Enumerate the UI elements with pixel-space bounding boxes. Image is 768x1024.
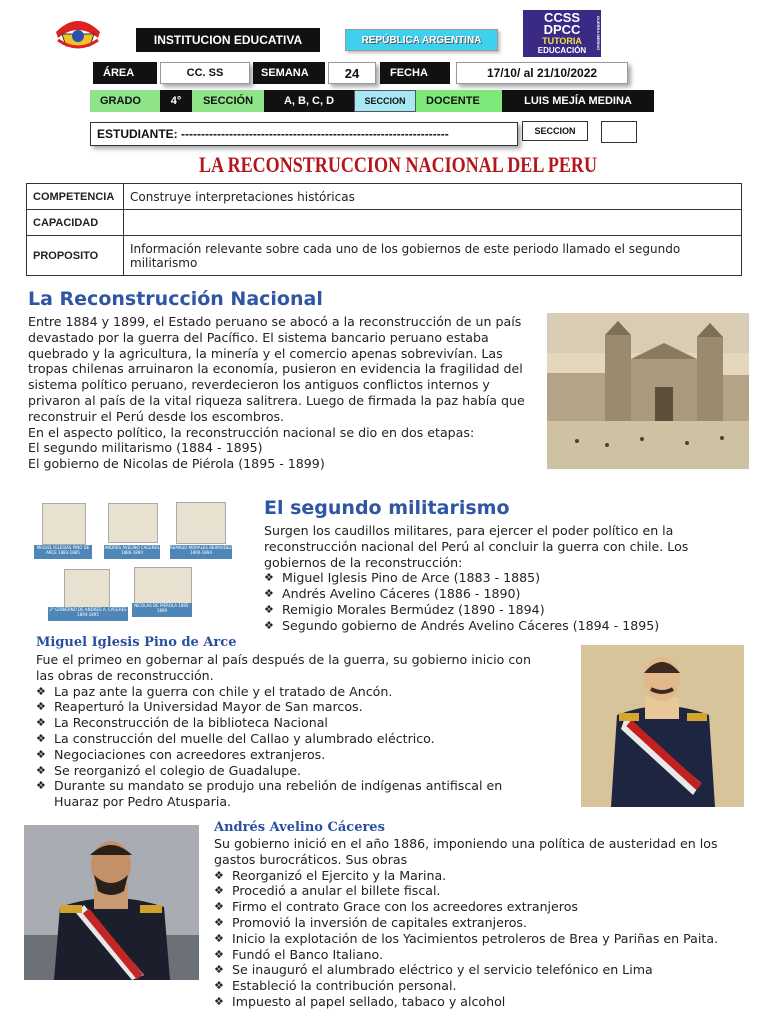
seccion-value — [264, 90, 354, 112]
country-text: REPÚBLICA ARGENTINA — [361, 34, 482, 46]
capacidad-label: CAPACIDAD — [27, 210, 124, 236]
portrait-caceres2-small — [64, 569, 110, 609]
capacidad-value — [124, 210, 742, 236]
section-caceres-title — [214, 820, 385, 835]
iglesias-portrait-image — [581, 645, 744, 807]
semana-value-text: 24 — [344, 65, 360, 81]
fecha-label — [380, 62, 450, 84]
section-reconstruccion-title-text: La Reconstrucción Nacional — [28, 288, 323, 310]
iglesias-intro: Fue el primeo en gobernar al país después de la guerra, su gobierno inicio con las obras de reconstrucción. — [36, 652, 531, 683]
grado-value — [160, 90, 192, 112]
iglesias-list — [36, 684, 548, 810]
grado-value-text: 4° — [170, 95, 182, 107]
seccion-label-text: SECCIÓN — [202, 95, 254, 107]
portrait-iglesias-small — [42, 503, 86, 545]
logo-tutoria: TUTORIA — [542, 36, 582, 46]
list-item: ❖ Fundó el Banco Italiano. — [214, 947, 734, 963]
cathedral-engraving-image — [547, 313, 749, 469]
docente-value-text: LUIS MEJÍA MEDINA — [524, 95, 632, 107]
proposito-label: PROPOSITO — [27, 236, 124, 276]
caption-caceres2: 2° GOBIERNO DE ANDRÉS A. CÁCERES 1894-1895 — [48, 607, 128, 621]
docente-label-text: DOCENTE — [426, 95, 480, 107]
list-item: ❖ Remigio Morales Bermúdez (1890 - 1894) — [264, 602, 734, 618]
estudiante-field[interactable] — [90, 122, 518, 146]
fecha-value — [456, 62, 628, 84]
portrait-caceres-small — [108, 503, 158, 543]
list-item: ❖ Andrés Avelino Cáceres (1886 - 1890) — [264, 586, 734, 602]
list-item: ❖ La paz ante la guerra con chile y el tratado de Ancón. — [36, 684, 548, 700]
caption-iglesias: MIGUEL IGLESIAS PINO DE ARCE 1883-1885 — [34, 545, 92, 559]
fecha-value-text: 17/10/ al 21/10/2022 — [486, 66, 598, 80]
list-item: ❖ La Reconstrucción de la biblioteca Nacional — [36, 715, 548, 731]
seccion-label — [192, 90, 264, 112]
area-value-text: CC. SS — [186, 67, 224, 79]
institution-label — [136, 28, 320, 52]
section-iglesias-body — [36, 652, 548, 810]
table-row — [27, 210, 742, 236]
section-reconstruccion-title — [28, 288, 323, 310]
militarismo-list — [264, 570, 734, 633]
caceres-intro: Su gobierno inició en el año 1886, imponiendo una política de austeridad en los gastos burocráticos. Sus obras — [214, 836, 718, 867]
reconstruccion-paragraph: Entre 1884 y 1899, el Estado peruano se abocó a la reconstrucción de un país devastado por la guerra del Pacífico. El sistema bancario peruano estaba quebrado y la agricultura, la minería y el comercio apenas sobrevivían. Las tropas chilenas arruinaron la economía, pusieron en evidencia la fragilidad del sistema político peruano, reverdecieron los antiguos conflictos internos y privaron al país de la vital riqueza salitrera. Luego de firmada la paz había que reconstruir el Perú desde los escombros. — [28, 314, 525, 424]
section-militarismo-body — [264, 523, 734, 634]
caption-pierola: NICOLÁS DE PIÉROLA 1895-1899 — [132, 603, 192, 617]
section-militarismo-title-text: El segundo militarismo — [264, 497, 510, 519]
list-item: ❖ Se inauguró el alumbrado eléctrico y el servicio telefónico en Lima — [214, 962, 734, 978]
section-reconstruccion-body — [28, 314, 538, 472]
seccion-box — [354, 90, 416, 112]
section-caceres-title-text: Andrés Avelino Cáceres — [214, 820, 385, 835]
list-item: ❖ Inicio la explotación de los Yacimientos petroleros de Brea y Pariñas en Paita. — [214, 931, 734, 947]
list-item: ❖ Miguel Iglesis Pino de Arce (1883 - 1885) — [264, 570, 734, 586]
list-item: ❖ Estableció la contribución personal. — [214, 978, 734, 994]
fecha-label-text: FECHA — [390, 67, 428, 79]
logo-dpcc: DPCC — [543, 22, 581, 37]
militarismo-intro: Surgen los caudillos militares, para ejercer el poder político en la reconstrucción nacional del Perú al concluir la guerra con chile. Los gobiernos de la reconstrucción: — [264, 523, 689, 570]
section-iglesias-title-text: Miguel Iglesis Pino de Arce — [36, 635, 237, 650]
institution-text: INSTITUCION EDUCATIVA — [153, 33, 303, 47]
seccion-small-label — [522, 121, 588, 141]
list-item: ❖ Negociaciones con acreedores extranjeros. — [36, 747, 548, 763]
area-label-text: ÁREA — [103, 67, 135, 79]
list-item: ❖ Reaperturó la Universidad Mayor de San marcos. — [36, 699, 548, 715]
reconstruccion-stages-intro: En el aspecto político, la reconstrucción nacional se dio en dos etapas: — [28, 424, 475, 440]
caceres-list — [214, 868, 734, 1010]
list-item: ❖ Impuesto al papel sellado, tabaco y alcohol — [214, 994, 734, 1010]
section-iglesias-title — [36, 635, 236, 650]
semana-value — [328, 62, 376, 84]
docente-label — [416, 90, 502, 112]
stage-segundo-militarismo: El segundo militarismo (1884 - 1895) — [28, 440, 263, 456]
info-table — [26, 183, 742, 276]
proposito-value: Información relevante sobre cada uno de los gobiernos de este periodo llamado el segundo militarismo — [124, 236, 742, 276]
list-item: ❖ La construcción del muelle del Callao y alumbrado eléctrico. — [36, 731, 548, 747]
portrait-morales-small — [176, 502, 226, 544]
page-title-text: LA RECONSTRUCCION NACIONAL DEL PERU — [199, 152, 597, 177]
seccion-box-text: SECCION — [364, 96, 406, 106]
semana-label-text: SEMANA — [261, 67, 309, 79]
estudiante-text: ESTUDIANTE: ------------------------------------------------------------------- — [97, 127, 449, 141]
stage-pierola: El gobierno de Nicolas de Piérola (1895 - 1899) — [28, 456, 325, 472]
grado-label-text: GRADO — [100, 95, 141, 107]
area-label — [93, 62, 157, 84]
list-item: ❖ Se reorganizó el colegio de Guadalupe. — [36, 763, 548, 779]
competencia-value: Construye interpretaciones históricas — [124, 184, 742, 210]
seccion-small-label-text: SECCION — [534, 126, 576, 136]
ccss-logo — [523, 10, 601, 57]
table-row — [27, 184, 742, 210]
section-militarismo-title — [264, 497, 510, 519]
table-row — [27, 236, 742, 276]
list-item: ❖ Firmo el contrato Grace con los acreedores extranjeros — [214, 899, 734, 915]
seccion-value-text: A, B, C, D — [283, 95, 335, 107]
caption-caceres: ANDRÉS AVELINO CÁCERES 1886-1890 — [104, 545, 160, 559]
school-shield-logo — [52, 14, 104, 50]
list-item: ❖ Procedió a anular el billete fiscal. — [214, 883, 734, 899]
logo-side-text: GUERRA MERINO — [596, 16, 601, 51]
list-item: ❖ Durante su mandato se produjo una rebelión de indígenas antifiscal en Huaraz por Pedro Atusparia. — [36, 778, 548, 810]
section-caceres-body — [214, 836, 734, 1010]
competencia-label: COMPETENCIA — [27, 184, 124, 210]
seccion-small-field[interactable] — [601, 121, 637, 143]
logo-educacion: EDUCACIÓN — [537, 46, 587, 55]
logo-ccss: CCSS — [543, 10, 581, 25]
docente-value — [502, 90, 654, 112]
portrait-pierola-small — [134, 567, 192, 605]
list-item: ❖ Promovió la inversión de capitales extranjeros. — [214, 915, 734, 931]
semana-label — [253, 62, 325, 84]
area-value — [160, 62, 250, 84]
country-label — [345, 29, 498, 51]
caceres-portrait-image — [24, 825, 199, 980]
grado-label — [90, 90, 160, 112]
page-title — [72, 152, 725, 178]
caption-morales: REMIGIO MORALES BERMÚDEZ 1890-1894 — [170, 545, 232, 559]
list-item: ❖ Reorganizó el Ejercito y la Marina. — [214, 868, 734, 884]
list-item: ❖ Segundo gobierno de Andrés Avelino Cáceres (1894 - 1895) — [264, 618, 734, 634]
